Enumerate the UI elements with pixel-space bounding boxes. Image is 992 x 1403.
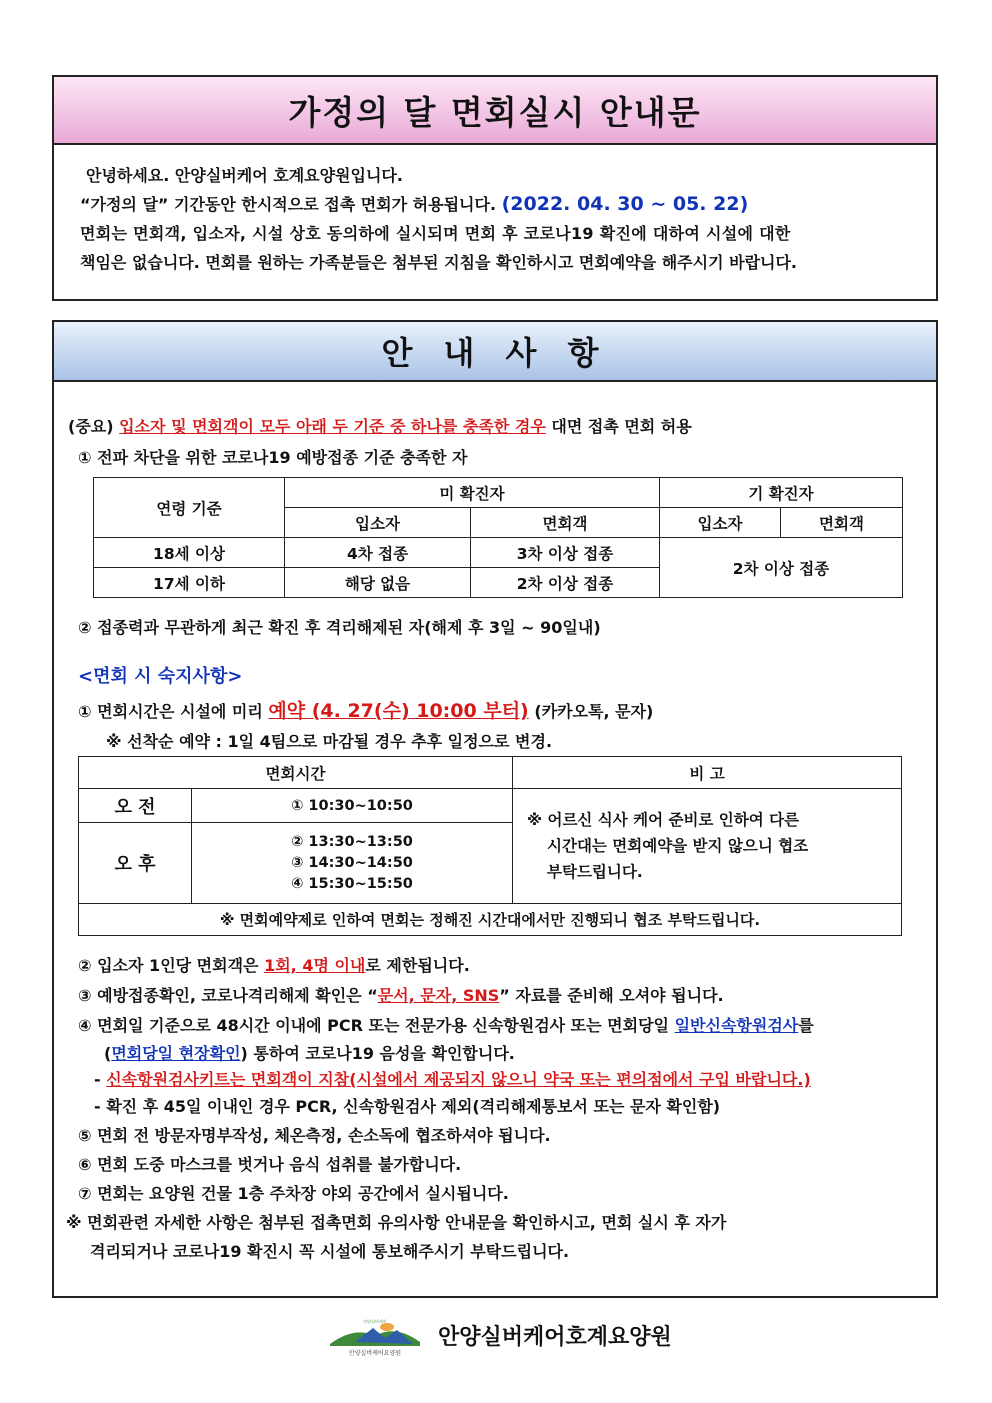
rule-4-text: ④ 면회일 기준으로 48시간 이내에 PCR 또는 전문가용 신속항원검사 또는 면회당일 bbox=[78, 1016, 669, 1035]
rule-6: ⑥ 면회 도중 마스크를 벗거나 음식 섭취를 불가합니다. bbox=[78, 1155, 462, 1174]
age-cell: 18세 이상 bbox=[94, 538, 285, 568]
rule-4-exempt: - 확진 후 45일 이내인 경우 PCR, 신속항원검사 제외(격리해제통보서 또는 문자 확인함) bbox=[94, 1097, 721, 1116]
logo-top-text: 안양실버케어 bbox=[363, 1319, 387, 1324]
vaccine-table bbox=[93, 477, 903, 598]
resident-cell: 해당 없음 bbox=[285, 568, 471, 598]
age-header: 연령 기준 bbox=[94, 478, 285, 538]
rule-4-suffix: 를 bbox=[798, 1016, 814, 1035]
visitor-header: 면회객 bbox=[781, 508, 903, 538]
pm-times bbox=[192, 823, 513, 904]
schedule-footer: ※ 면회예약제로 인하여 면회는 정해진 시간대에서만 진행되니 협조 부탁드립니다. bbox=[79, 904, 902, 936]
confirmed-header: 기 확진자 bbox=[660, 478, 903, 508]
rule-2-limit: 1회, 4명 이내 bbox=[264, 956, 366, 975]
final-note-2: 격리되거나 코로나19 확진시 꼭 시설에 통보해주시기 부탁드립니다. bbox=[90, 1242, 570, 1261]
rule-3-docs: 문서, 문자, SNS bbox=[377, 986, 500, 1005]
pm-label: 오 후 bbox=[79, 823, 192, 904]
rule-1 bbox=[78, 696, 653, 723]
rule-1-note: ※ 선착순 예약 : 1일 4팀으로 마감될 경우 추후 일정으로 변경. bbox=[106, 732, 553, 751]
rule-4-kit-dash: - bbox=[94, 1070, 107, 1089]
notice-body bbox=[54, 145, 936, 277]
rule-4-close: ) 통하여 코로나19 음성을 확인합니다. bbox=[240, 1044, 515, 1063]
notice-box bbox=[52, 75, 938, 301]
schedule-table bbox=[78, 756, 902, 936]
rule-3 bbox=[78, 983, 724, 1006]
confirmed-cell: 2차 이상 접종 bbox=[660, 538, 903, 598]
criteria-1: ① 전파 차단을 위한 코로나19 예방접종 기준 충족한 자 bbox=[78, 448, 468, 467]
schedule-note-line: ※ 어르신 식사 케어 준비로 인하여 다른 bbox=[527, 811, 800, 829]
rule-4-cont bbox=[104, 1041, 515, 1064]
logo-text: 안양실버케어요양원 bbox=[348, 1350, 402, 1357]
notice-title: 가정의 달 면회실시 안내문 bbox=[54, 77, 936, 145]
rule-4-test: 일반신속항원검사 bbox=[674, 1016, 799, 1035]
rule-1-text: ① 면회시간은 시설에 미리 bbox=[78, 702, 263, 721]
rule-4-kit bbox=[94, 1067, 811, 1090]
rule-4 bbox=[78, 1013, 814, 1036]
visitor-header: 면회객 bbox=[471, 508, 660, 538]
resident-cell: 4차 접종 bbox=[285, 538, 471, 568]
pm-time: ② 13:30~13:50 bbox=[291, 833, 413, 850]
time-header: 면회시간 bbox=[79, 757, 513, 789]
criteria-2: ② 접종력과 무관하게 최근 확진 후 격리해제된 자(해제 후 3일 ~ 90일내) bbox=[78, 618, 601, 637]
logo-icon bbox=[325, 1318, 425, 1358]
schedule-note bbox=[513, 789, 902, 904]
rule-7: ⑦ 면회는 요양원 건물 1층 주차장 야외 공간에서 실시됩니다. bbox=[78, 1184, 509, 1203]
rule-2-text: ② 입소자 1인당 면회객은 bbox=[78, 956, 259, 975]
liability-line: 책임은 없습니다. 면회를 원하는 가족분들은 첨부된 지침을 확인하시고 면회예약을 해주시기 바랍니다. bbox=[80, 253, 798, 272]
guide-title: 안 내 사 항 bbox=[54, 322, 936, 382]
organization-name: 안양실버케어호계요양원 bbox=[438, 1325, 672, 1350]
note-header: 비 고 bbox=[513, 757, 902, 789]
rule-1-channel: (카카오톡, 문자) bbox=[534, 702, 654, 721]
rule-5: ⑤ 면회 전 방문자명부작성, 체온측정, 손소독에 협조하셔야 됩니다. bbox=[78, 1126, 551, 1145]
schedule-note-line: 부탁드립니다. bbox=[547, 863, 643, 881]
rule-3-text: ③ 예방접종확인, 코로나격리해제 확인은 “ bbox=[78, 986, 378, 1005]
rule-3-suffix: ” 자료를 준비해 오셔야 됩니다. bbox=[499, 986, 724, 1005]
resident-header: 입소자 bbox=[285, 508, 471, 538]
rule-2-suffix: 로 제한됩니다. bbox=[365, 956, 470, 975]
am-label: 오 전 bbox=[79, 789, 192, 823]
visitor-cell: 3차 이상 접종 bbox=[471, 538, 660, 568]
greeting: 안녕하세요. 안양실버케어 호계요양원입니다. bbox=[86, 166, 403, 185]
unconfirmed-header: 미 확진자 bbox=[285, 478, 660, 508]
final-note-1: ※ 면회관련 자세한 사항은 첨부된 접촉면회 유의사항 안내문을 확인하시고, 면회 실시 후 자가 bbox=[66, 1213, 727, 1232]
rule-4-open: ( bbox=[104, 1044, 112, 1063]
pm-time: ④ 15:30~15:50 bbox=[291, 875, 413, 892]
period-text: “가정의 달” 기간동안 한시적으로 접촉 면회가 허용됩니다. bbox=[80, 195, 497, 214]
important-suffix: 대면 접촉 면회 허용 bbox=[551, 417, 692, 436]
pm-time: ③ 14:30~14:50 bbox=[291, 854, 413, 871]
rule-4-kit-text: 신속항원검사키트는 면회객이 지참(시설에서 제공되지 않으니 약국 또는 편의점에서 구입 바랍니다.) bbox=[106, 1070, 811, 1089]
schedule-note-line: 시간대는 면회예약을 받지 않으니 협조 bbox=[547, 837, 809, 855]
important-line bbox=[68, 414, 692, 437]
important-prefix: (중요) bbox=[68, 417, 114, 436]
rule-4-onsite: 면회당일 현장확인 bbox=[111, 1044, 241, 1063]
am-time: ① 10:30~10:50 bbox=[192, 789, 513, 823]
rules-title: <면회 시 숙지사항> bbox=[78, 666, 243, 687]
important-condition: 입소자 및 면회객이 모두 아래 두 기준 중 하나를 충족한 경우 bbox=[119, 417, 546, 436]
consent-line: 면회는 면회객, 입소자, 시설 상호 동의하에 실시되며 면회 후 코로나19 확진에 대하여 시설에 대한 bbox=[80, 224, 791, 243]
visitor-cell: 2차 이상 접종 bbox=[471, 568, 660, 598]
rule-1-reservation: 예약 (4. 27(수) 10:00 부터) bbox=[268, 700, 529, 722]
age-cell: 17세 이하 bbox=[94, 568, 285, 598]
resident-header: 입소자 bbox=[660, 508, 781, 538]
period-line bbox=[80, 190, 912, 219]
rule-2 bbox=[78, 953, 470, 976]
period-dates: (2022. 04. 30 ~ 05. 22) bbox=[501, 193, 749, 215]
